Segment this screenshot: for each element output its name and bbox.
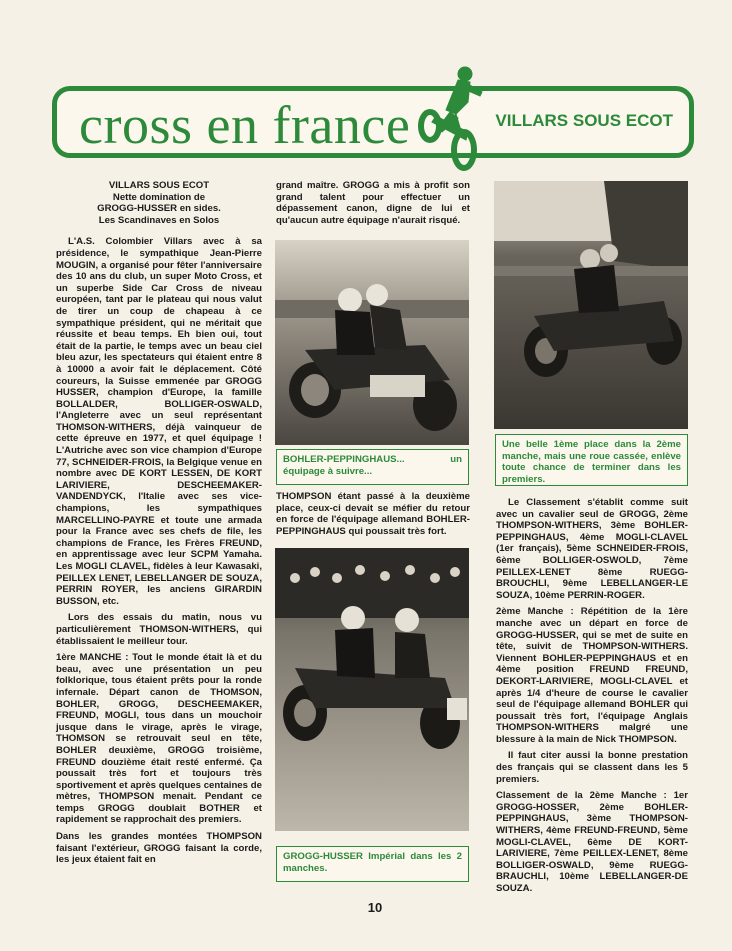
article-column-2-middle — [276, 491, 470, 542]
subheading-line: GROGG-HUSSER en sides. — [97, 203, 221, 215]
photo-caption-1: BOHLER-PEPPINGHAUS... un équipage à suivre... — [276, 449, 469, 485]
photo-caption-2: Une belle 1ème place dans la 2ème manche, mais une roue cassée, enlève toute chance de terminer dans les premiers. — [495, 434, 688, 486]
sidecar-photo-2 — [494, 181, 688, 429]
subheading-line: Les Scandinaves en Solos — [98, 214, 220, 226]
paragraph: THOMPSON étant passé à la deuxième place, ceux-ci devait se méfier du retour en force de l'équipage allemand BOHLER-PEPPINGHAUS qui poussait très fort. — [276, 491, 470, 537]
paragraph: Il faut citer aussi la bonne prestation des français qui se classent dans les 5 premiers. — [496, 750, 688, 785]
header-banner — [52, 86, 694, 158]
motocross-rider-icon — [408, 62, 488, 174]
subheading-line: Nette domination de — [112, 191, 206, 203]
article-column-3 — [496, 497, 688, 900]
paragraph: Lors des essais du matin, nous vu particulièrement THOMSON-WITHERS, qui établissaient le meilleur tour. — [56, 612, 262, 647]
article-column-2-top — [276, 180, 470, 231]
paragraph: Classement de la 2ème Manche : 1er GROGG-HOSSER, 2ème BOHLER-PEPPINGHAUS, 3ème THOMPSON-WITHERS, 4ème FREUND-FREUND, 5ème MOGLI-CLAVEL, 6ème DE KORT-LARIVIERE, 7ème PEILLEX-LENET, 8ème BOLLIGER-OSWALD, 9ème RUEGG-BRAUCHLI, 10ème LEBELLANGER-DE SOUZA. — [496, 790, 688, 894]
location-subtitle: VILLARS SOUS ECOT — [495, 111, 673, 130]
article-column-1 — [56, 180, 262, 871]
paragraph: grand maître. GROGG a mis à profit son grand talent pour effectuer un dépassement canon, digne de lui et qu'aucun autre équipage n'aurait risqué. — [276, 180, 470, 226]
paragraph: L'A.S. Colombier Villars avec à sa présidence, le sympathique Jean-Pierre MOUGIN, a organisé pour fêter l'anniversaire des 10 ans du club, un super Moto Cross, et un superbe Side Car Cross de niveau européen, tant par le plateau qui nous valut de tirer un coup de chapeau à ce sympathique président, qui ne méritait que réussite et beau temps. Eh bien oui, tout était de la partie, le temps avec un beau ciel bleu azur, les spectateurs qui étaient entre 8 à 10000 a avoir fait le déplacement. Côté coureurs, la Suisse emmenée par GROGG HUSSER, champion d'Europe, la famille BOLLALDER, BOLLIGER-OSWALD, l'Angleterre avec un seul représentant THOMSON-WITHERS, déjà vainqueur de cette épreuve en 1977, et quel équipage ! L'Autriche avec son vice champion d'Europe 77, SCHNEIDER-FROIS, la Belgique venue en nombre avec DE KORT LESSEN, DE KORT LARIVIERE, DESCHEEMAKER-VANDENDYCK, l'Italie avec ses vice-champions, les sympathiques MARCELLINO-PAYRE et toute une armada pour la France avec ses chefs de file, les champions de France, les Frères FREUND, en apprentissage avec leur SCPM Yamaha. Les MOGLI CLAVEL, fidèles à leur Kawasaki, PEILLEX LENET, LEBELLANGER DE SOUZA, PERRIN ROYER, les anciens GIRARDIN BUSSON, etc. — [56, 236, 262, 607]
paragraph: 2ème Manche : Répétition de la 1ère manche avec un départ en force de GROGG-HUSSER, qui se met de suite en tête, suivit de THOMPSON-WITHERS. Viennent BOHLER-PEPPINGHAUS et en 4ème position FREUND FREUND, DEKORT-LARIVIERE, MOGLI-CLAVEL et après 1/4 d'heure de course le cavalier seul de l'équipage allemand BOHLER qui poussait très fort, l'équipage Anglais THOMPSON-WITHERS malgré une blessure à la main de Nick THOMPSON. — [496, 606, 688, 745]
page-number: 10 — [367, 900, 383, 915]
page-title: cross en france — [79, 95, 411, 155]
sidecar-photo-1 — [275, 240, 469, 445]
photo-caption-3: GROGG-HUSSER Impérial dans les 2 manches. — [276, 846, 469, 882]
paragraph: 1ère MANCHE : Tout le monde était là et du beau, avec une présentation un peu folklorique, tous étaient prêts pour la ronde infernale. Départ canon de THOMSON, BOHLER, GROGG, DESCHEEMAKER, FREUND, MOGLI, tous dans un mouchoir jusque dans le virage, après le virage, THOMSON se retrouvait seul en tête, BOHLER deuxième, GROGG troisième, FREUND douzième était resté enfermé. Ça poussait très fort et toujours très sportivement et après quelques centaines de mètres, THOMPSON menait. Pendant ce temps GROGG doublait BOTHER et rapidement se rapprochait des premiers. — [56, 652, 262, 826]
paragraph: Le Classement s'établit comme suit avec un cavalier seul de GROGG, 2ème THOMPSON-WITHERS, 3ème BOHLER-PEPPINGHAUS, 4ème MOGLI-CLAVEL (1er français), 5ème SCHNEIDER-FROIS, 6ème BOLLIGER-OSWOLD, 7ème PEILLEX-LENET 8ème RUEGG-BROUCHLI, 9ème LEBELLANGER-LE SOUZA, 10ème PERRIN-ROGER. — [496, 497, 688, 601]
paragraph: Dans les grandes montées THOMPSON faisant l'extérieur, GROGG faisant la corde, les jeux étaient fait en — [56, 831, 262, 866]
sidecar-photo-3 — [275, 548, 469, 831]
subheading-line: VILLARS SOUS ECOT — [108, 180, 210, 191]
